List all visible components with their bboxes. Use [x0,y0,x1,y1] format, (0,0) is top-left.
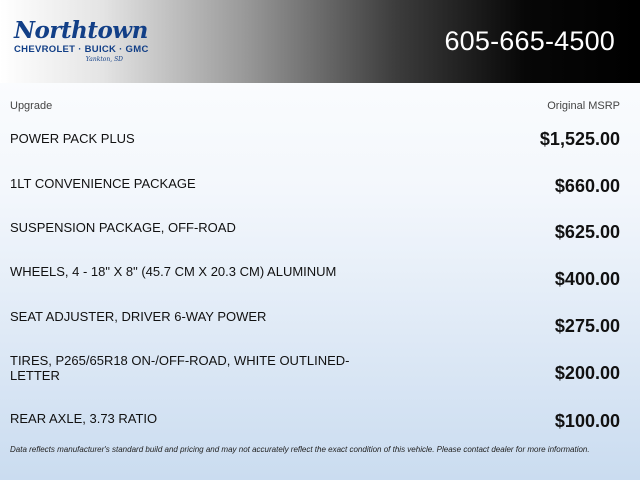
upgrade-price: $660.00 [554,176,620,196]
upgrade-price: $625.00 [554,222,620,242]
upgrade-name: TIRES, P265/65R18 ON-/OFF-ROAD, WHITE OUTLINED-LETTER [10,353,350,383]
upgrade-name: SUSPENSION PACKAGE, OFF-ROAD [10,220,236,235]
upgrade-name: WHEELS, 4 - 18" X 8" (45.7 CM X 20.3 CM) ALUMINUM [10,264,337,279]
upgrade-name: 1LT CONVENIENCE PACKAGE [10,176,196,191]
upgrade-price: $200.00 [554,363,620,383]
dealer-phone[interactable]: 605-665-4500 [444,26,615,56]
logo-name: Northtown [14,17,148,44]
logo-city: Yankton, SD [85,56,123,63]
msrp-column-header: Original MSRP [547,100,620,112]
upgrade-price: $1,525.00 [539,129,620,149]
upgrade-price: $275.00 [554,316,620,336]
upgrade-name: REAR AXLE, 3.73 RATIO [10,411,158,426]
upgrade-price: $400.00 [554,269,620,289]
logo-brands: CHEVROLET · BUICK · GMC [14,44,149,55]
disclaimer-text: Data reflects manufacturer's standard build and pricing and may not accurately reflect the exact condition of this vehicle. Please contact dealer for more information. [10,445,590,454]
header-banner [0,0,640,83]
upgrade-name: POWER PACK PLUS [10,131,135,146]
dealer-logo [12,17,149,66]
upgrade-name: SEAT ADJUSTER, DRIVER 6-WAY POWER [10,309,267,324]
upgrade-price: $100.00 [554,411,620,431]
upgrade-column-header: Upgrade [10,100,53,112]
